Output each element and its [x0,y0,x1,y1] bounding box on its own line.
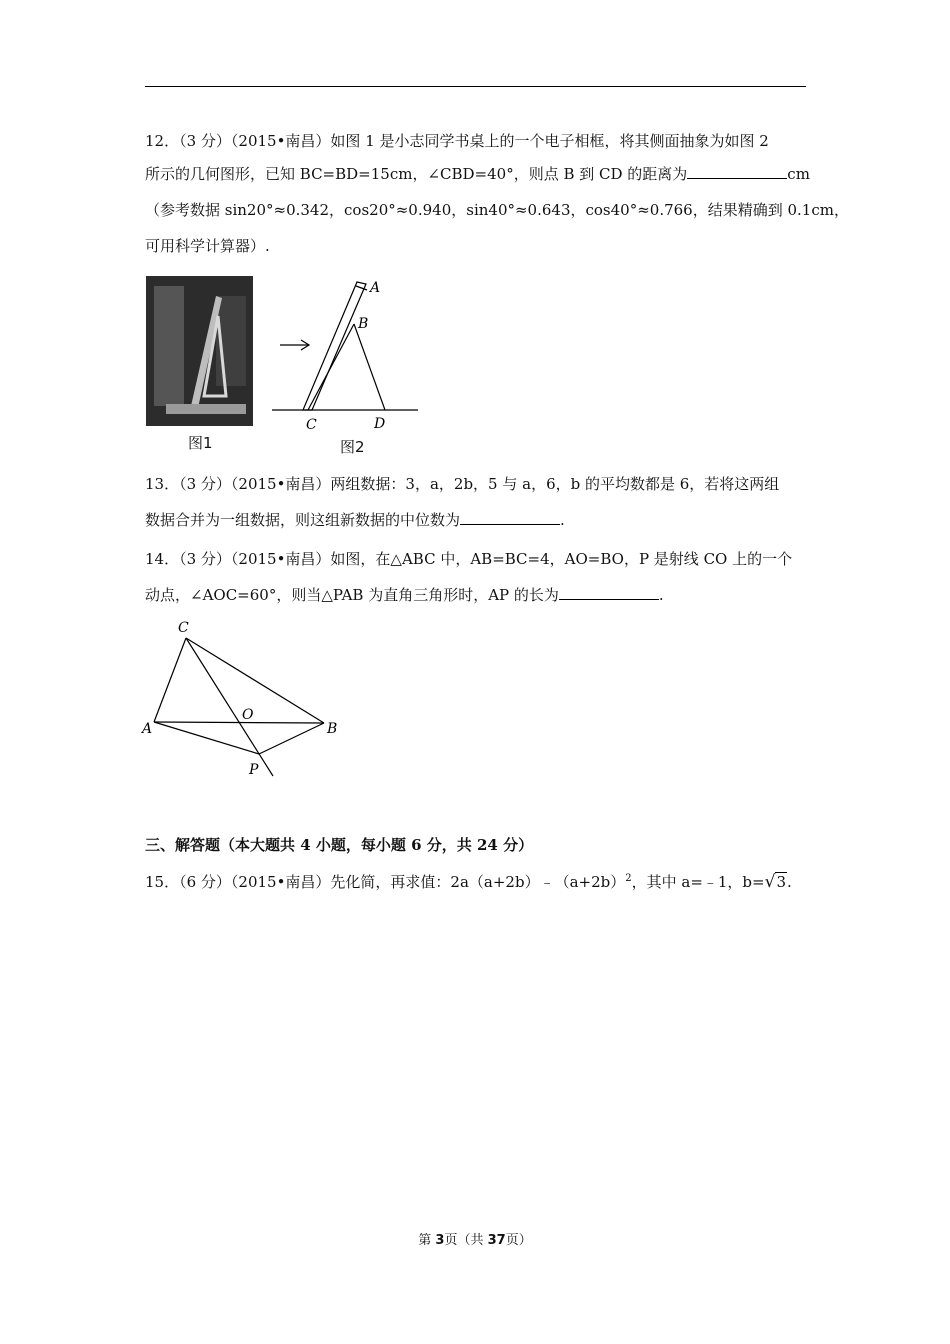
q13-line-2 [145,510,565,530]
ray-co [186,638,273,776]
q12-line-1: 12．（3 分）（2015•南昌）如图 1 是小志同学书桌上的一个电子相框，将其侧面抽象为如图 2 [145,132,769,150]
q14-triangle-diagram [138,618,348,780]
q15-tail: ，其中 a=﹣1，b= [631,873,765,891]
point-b-label: B [327,721,338,737]
segment-pb [259,723,324,754]
footer-middle: 页（共 [444,1233,488,1248]
q12-line-2-text: 所示的几何图形，已知 BC=BD=15cm，∠CBD=40°，则点 B 到 CD 的距离为 [145,165,688,183]
segment-bc [308,324,354,410]
photo-frame-sketch [146,276,253,426]
q15-exponent: 2 [625,873,632,884]
segment-bd [354,324,385,410]
photo-frame-image [146,276,253,426]
fig2-label: 图2 [340,438,365,456]
footer-prefix: 第 [418,1233,436,1248]
q12-unit: cm [787,165,810,183]
q14-line-1: 14．（3 分）（2015•南昌）如图，在△ABC 中，AB=BC=4，AO=BO，P 是射线 CO 上的一个 [145,550,793,568]
header-rule [145,86,806,87]
point-a-label: A [370,280,381,296]
q14-line-2 [145,585,664,605]
point-a-label: A [142,721,153,737]
point-o-label: O [242,707,254,723]
page-footer [0,1229,950,1248]
q12-answer-blank [687,164,787,179]
q12-line-4: 可用科学计算器）. [145,237,270,255]
footer-suffix: 页） [505,1233,532,1248]
q12-line-2 [145,164,810,184]
figure-2-diagram [268,276,428,438]
q14-end: . [658,586,664,604]
segment-ca [154,638,186,722]
q13-line-2-text: 数据合并为一组数据，则这组新数据的中位数为 [145,511,461,529]
q15-line [145,872,792,892]
footer-page: 3 [435,1233,445,1248]
q15-radicand: 3 [776,873,786,891]
frame-board [303,282,369,410]
point-c-label: C [306,417,317,433]
q12-line-3: （参考数据 sin20°≈0.342，cos20°≈0.940，sin40°≈0.643，cos40°≈0.766，结果精确到 0.1cm， [145,201,849,219]
q13-end: . [560,511,565,529]
q13-line-1: 13．（3 分）（2015•南昌）两组数据：3，a，2b，5 与 a，6，b 的平均数都是 6，若将这两组 [145,475,780,493]
q14-answer-blank [559,585,659,600]
segment-ap [154,722,259,754]
point-c-label: C [178,620,189,636]
fig1-label: 图1 [188,434,213,452]
point-d-label: D [374,416,386,432]
q13-answer-blank [460,510,560,525]
sqrt-symbol: √3 [764,872,786,892]
footer-total: 37 [487,1233,506,1248]
q15-text: 15．（6 分）（2015•南昌）先化简，再求值：2a（a+2b）﹣（a+2b） [145,873,626,891]
q15-end: . [787,873,792,891]
section-3-heading: 三、解答题（本大题共 4 小题，每小题 6 分，共 24 分） [145,836,534,854]
q14-line-2-text: 动点，∠AOC=60°，则当△PAB 为直角三角形时，AP 的长为 [145,586,559,604]
point-b-label: B [358,316,369,332]
segment-cb [186,638,324,723]
point-p-label: P [249,762,259,778]
